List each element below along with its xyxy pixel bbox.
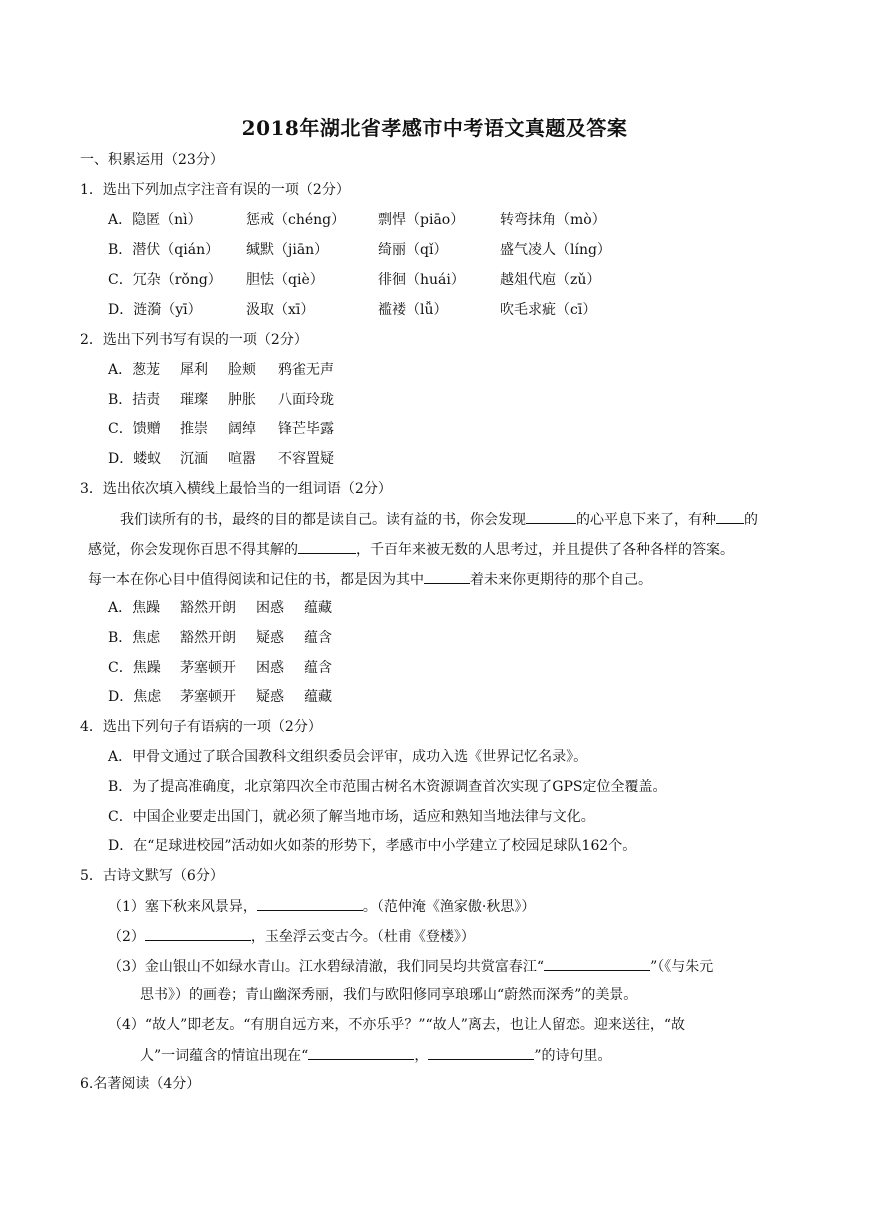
q3-option-c-4: 蕴含 (304, 660, 332, 676)
q2-option-d-4: 不容置疑 (278, 451, 334, 467)
q1-option-c-2: 胆怯（qiè） (246, 272, 324, 288)
q3-option-b-1: B．焦虑 (108, 630, 161, 646)
q1-option-a-2: 惩戒（chéng） (246, 212, 346, 228)
q3-option-c-2: 茅塞顿开 (180, 660, 236, 676)
q3-passage-text: 的 (744, 512, 758, 528)
q3-option-b-2: 豁然开朗 (180, 630, 236, 646)
q3-option-a-4: 蕴藏 (304, 600, 332, 616)
q5-item-3-cont: 思书》）的画卷；青山幽深秀丽，我们与欧阳修同享琅琊山“蔚然而深秀”的美景。 (140, 987, 638, 1003)
q3-passage-line-2 (88, 539, 734, 560)
question-6-stem: 6.名著阅读（4分） (80, 1076, 201, 1092)
q5-item-3 (108, 956, 713, 977)
q5-item-2 (108, 926, 475, 947)
q5-text: ”（《与朱元 (650, 959, 714, 975)
q3-option-b-4: 蕴含 (304, 630, 332, 646)
q2-option-d-3: 喧嚣 (228, 451, 256, 467)
q4-option-b: B．为了提高准确度，北京第四次全市范围古树名木资源调查首次实现了GPS定位全覆盖。 (108, 779, 667, 795)
q2-option-b-3: 肿胀 (228, 392, 256, 408)
q5-item-4-cont (140, 1045, 612, 1066)
q3-option-a-2: 豁然开朗 (180, 600, 236, 616)
q2-option-a-2: 犀利 (180, 362, 208, 378)
q1-option-b-1: B．潜伏（qián） (108, 242, 220, 258)
q2-option-b-2: 璀璨 (180, 392, 208, 408)
q2-option-c-3: 阔绰 (228, 421, 256, 437)
q5-text: 。（范仲淹《渔家傲·秋思》） (362, 899, 536, 915)
q1-option-c-1: C．冗杂（rǒng） (108, 272, 222, 288)
q1-option-d-2: 汲取（xī） (246, 302, 315, 318)
fill-blank[interactable] (298, 539, 356, 554)
q2-option-a-4: 鸦雀无声 (278, 362, 334, 378)
q3-option-d-2: 茅塞顿开 (180, 689, 236, 705)
q1-option-d-4: 吹毛求疵（cī） (500, 302, 597, 318)
q1-option-c-4: 越俎代庖（zǔ） (500, 272, 601, 288)
q5-item-1 (108, 896, 535, 917)
q3-option-d-1: D．焦虑 (108, 689, 162, 705)
fill-blank[interactable] (526, 509, 576, 524)
q2-option-c-4: 锋芒毕露 (278, 421, 334, 437)
q5-item-4: （4）“故人”即老友。“有朋自远方来，不亦乐乎？”“故人”离去，也让人留恋。迎来送往，“故 (108, 1017, 686, 1033)
q3-passage-line-3 (88, 569, 652, 590)
question-4-stem: 4．选出下列句子有语病的一项（2分） (80, 719, 322, 735)
q1-option-c-3: 徘徊（huái） (378, 272, 465, 288)
question-5-stem: 5．古诗文默写（6分） (80, 868, 224, 884)
q3-option-d-4: 蕴藏 (304, 689, 332, 705)
q1-option-d-1: D．涟漪（yī） (108, 302, 202, 318)
q4-option-c: C．中国企业要走出国门，就必须了解当地市场，适应和熟知当地法律与文化。 (108, 809, 595, 825)
q3-option-c-3: 困惑 (256, 660, 284, 676)
q1-option-b-2: 缄默（jiān） (246, 242, 329, 258)
fill-blank[interactable] (544, 956, 650, 971)
q3-passage-text: 感觉，你会发现你百思不得其解的 (88, 542, 298, 558)
fill-blank[interactable] (428, 1045, 534, 1060)
q5-text: （2） (108, 929, 145, 945)
q4-option-d: D．在“足球进校园”活动如火如荼的形势下，孝感市中小学建立了校园足球队162个。 (108, 838, 637, 854)
question-3-stem: 3．选出依次填入横线上最恰当的一组词语（2分） (80, 481, 392, 497)
q1-option-d-3: 褴褛（lǚ） (378, 302, 448, 318)
q3-option-b-3: 疑惑 (256, 630, 284, 646)
question-2-stem: 2．选出下列书写有误的一项（2分） (80, 332, 308, 348)
q2-option-a-3: 脸颊 (228, 362, 256, 378)
fill-blank[interactable] (257, 896, 363, 911)
q1-option-a-4: 转弯抹角（mò） (500, 212, 606, 228)
q1-option-b-3: 绮丽（qǐ） (378, 242, 448, 258)
q1-option-b-4: 盛气凌人（líng） (500, 242, 611, 258)
q2-option-b-1: B．拮责 (108, 392, 161, 408)
q3-passage-text: ，千百年来被无数的人思考过，并且提供了各种各样的答案。 (356, 542, 734, 558)
q2-option-b-4: 八面玲珑 (278, 392, 334, 408)
fill-blank[interactable] (145, 926, 251, 941)
fill-blank[interactable] (424, 569, 470, 584)
section-heading: 一、积累运用（23分） (80, 152, 224, 168)
question-1-stem: 1．选出下列加点字注音有误的一项（2分） (80, 182, 350, 198)
q3-passage-text: 每一本在你心目中值得阅读和记住的书，都是因为其中 (88, 572, 424, 588)
q5-text: ， (414, 1048, 429, 1064)
page-title: 2018年湖北省孝感市中考语文真题及答案 (241, 116, 628, 140)
q2-option-c-1: C．馈赠 (108, 421, 161, 437)
q3-passage-text: 着未来你更期待的那个自己。 (470, 572, 652, 588)
q1-option-a-3: 剽悍（piāo） (378, 212, 465, 228)
q2-option-c-2: 推崇 (180, 421, 208, 437)
q5-text: ”的诗句里。 (534, 1048, 612, 1064)
q3-passage-text: 的心平息下来了，有种 (576, 512, 716, 528)
q2-option-d-1: D．蝼蚁 (108, 451, 162, 467)
q3-option-c-1: C．焦躁 (108, 660, 161, 676)
q3-option-a-3: 困惑 (256, 600, 284, 616)
q5-text: （1）塞下秋来风景异， (108, 899, 257, 915)
q4-option-a: A．甲骨文通过了联合国教科文组织委员会评审，成功入选《世界记忆名录》。 (108, 749, 588, 765)
q2-option-a-1: A．葱茏 (108, 362, 161, 378)
q5-text: 人”一词蕴含的情谊出现在“ (140, 1048, 309, 1064)
fill-blank[interactable] (308, 1045, 414, 1060)
q3-passage-line-1 (120, 509, 758, 530)
q1-option-a-1: A．隐匿（nì） (108, 212, 202, 228)
fill-blank[interactable] (716, 509, 744, 524)
q5-text: ，玉垒浮云变古今。（杜甫《登楼》） (250, 929, 475, 945)
q3-passage-text: 我们读所有的书，最终的目的都是读自己。读有益的书，你会发现 (120, 512, 526, 528)
q5-text: （3）金山银山不如绿水青山。江水碧绿清澈，我们同吴均共赏富春江“ (108, 959, 545, 975)
q3-option-a-1: A．焦躁 (108, 600, 161, 616)
q3-option-d-3: 疑惑 (256, 689, 284, 705)
q2-option-d-2: 沉湎 (180, 451, 208, 467)
